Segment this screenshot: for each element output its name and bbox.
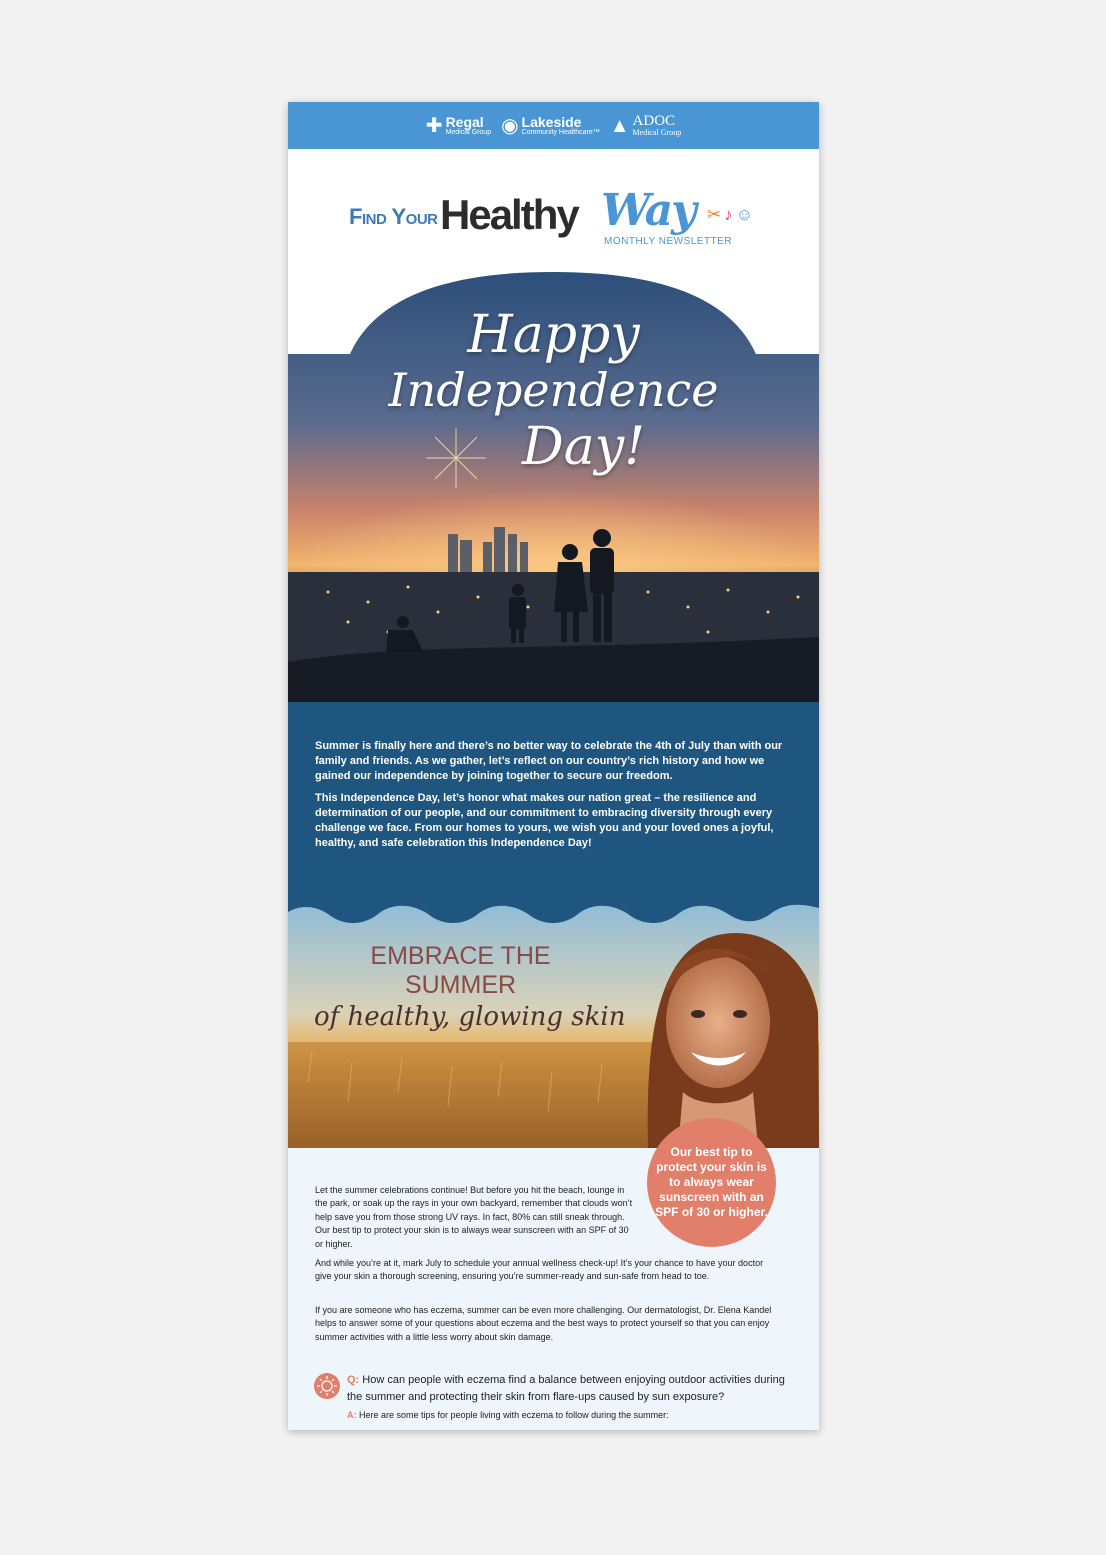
partner-sub: Community Healthcare™: [521, 129, 600, 136]
article-paragraph-1: Let the summer celebrations continue! But before you hit the beach, lounge in the park, or soak up the rays in your own backyard, remember that clouds won’t help save you from those strong UV rays. In fact, 80% can still sneak through. Our best tip to protect your skin is to always wear sunscreen with an SPF of 30 or higher.: [315, 1185, 633, 1249]
newsletter-page: [288, 102, 819, 1430]
adoc-logo: [610, 114, 681, 137]
masthead-subtitle: MONTHLY NEWSLETTER: [604, 236, 733, 247]
masthead-icons: [707, 205, 753, 225]
partner-name: Regal: [445, 114, 484, 130]
partner-logo-bar: [288, 102, 819, 149]
question-text: [347, 1372, 787, 1406]
newsletter-masthead: [288, 149, 819, 259]
answer-label: A:: [347, 1410, 357, 1420]
question-body: How can people with eczema find a balance between enjoying outdoor activities during the summer and protecting their skin from flare-ups caused by sun exposure?: [347, 1374, 785, 1403]
hero-title: [288, 307, 819, 477]
lakeside-logo: [501, 115, 600, 136]
regal-cross-icon: ✚: [425, 114, 443, 137]
hero-image: [288, 272, 819, 703]
sunscreen-tip-callout: Our best tip to protect your skin is to always wear sunscreen with an SPF of 30 or higher.: [647, 1118, 776, 1247]
hero-title-line3: Day!: [522, 417, 645, 477]
answer-text: [347, 1409, 787, 1422]
partner-sub: Medical Group: [632, 128, 682, 137]
regal-logo: [426, 115, 491, 136]
summer-title-line1: EMBRACE THE: [370, 942, 551, 970]
partner-name: Lakeside: [521, 114, 582, 130]
summer-script-title: of healthy, glowing skin: [314, 1002, 626, 1032]
hero-title-line2: Independence: [388, 363, 719, 417]
intro-paragraph-2: This Independence Day, let’s honor what makes our nation great – the resilience and determination of our people, and our commitment to embracing diversity through every challenge we face. From our homes to yours, we wish you and your loved ones a joyful, healthy, and safe celebration this Independence Day!: [315, 792, 774, 849]
intro-band: [288, 702, 819, 932]
lakeside-circle-icon: ◉: [501, 114, 519, 137]
partner-name: ADOC: [632, 113, 676, 129]
article-paragraph-2: And while you’re at it, mark July to schedule your annual wellness check-up! It’s your chance to have your doctor give your skin a thorough screening, ensuring you’re summer-ready and sun-safe from head to toe.: [315, 1258, 764, 1282]
intro-paragraph-1: Summer is finally here and there’s no better way to celebrate the 4th of July than with our family and friends. As we gather, let’s reflect on our country’s rich history and how we gained our independence by joining together to secure our freedom.: [315, 740, 783, 782]
meditation-icon: ☺: [735, 205, 754, 224]
music-note-icon: ♪: [724, 205, 733, 224]
utensils-icon: ✂: [707, 205, 722, 224]
summer-banner: [288, 902, 819, 1148]
article-paragraph-3: If you are someone who has eczema, summer can be even more challenging. Our dermatologist, Dr. Elena Kandel helps to answer some of your questions about eczema and the best ways to protect yourself so that you can enjoy summer activities with a little less worry about skin damage.: [315, 1305, 772, 1342]
summer-title-line2: SUMMER: [404, 971, 517, 999]
adoc-a-icon: ▲: [609, 114, 630, 137]
masthead-find-your: Find Your: [349, 204, 438, 229]
masthead-healthy: Healthy: [440, 191, 578, 238]
answer-body: Here are some tips for people living with eczema to follow during the summer:: [359, 1410, 669, 1420]
masthead-way: Way: [601, 185, 695, 236]
hero-title-line1: Happy: [467, 305, 640, 365]
sun-icon: [314, 1373, 340, 1399]
partner-sub: Medical Group: [445, 129, 492, 136]
question-label: Q:: [347, 1374, 360, 1386]
summer-title: [348, 942, 573, 1000]
